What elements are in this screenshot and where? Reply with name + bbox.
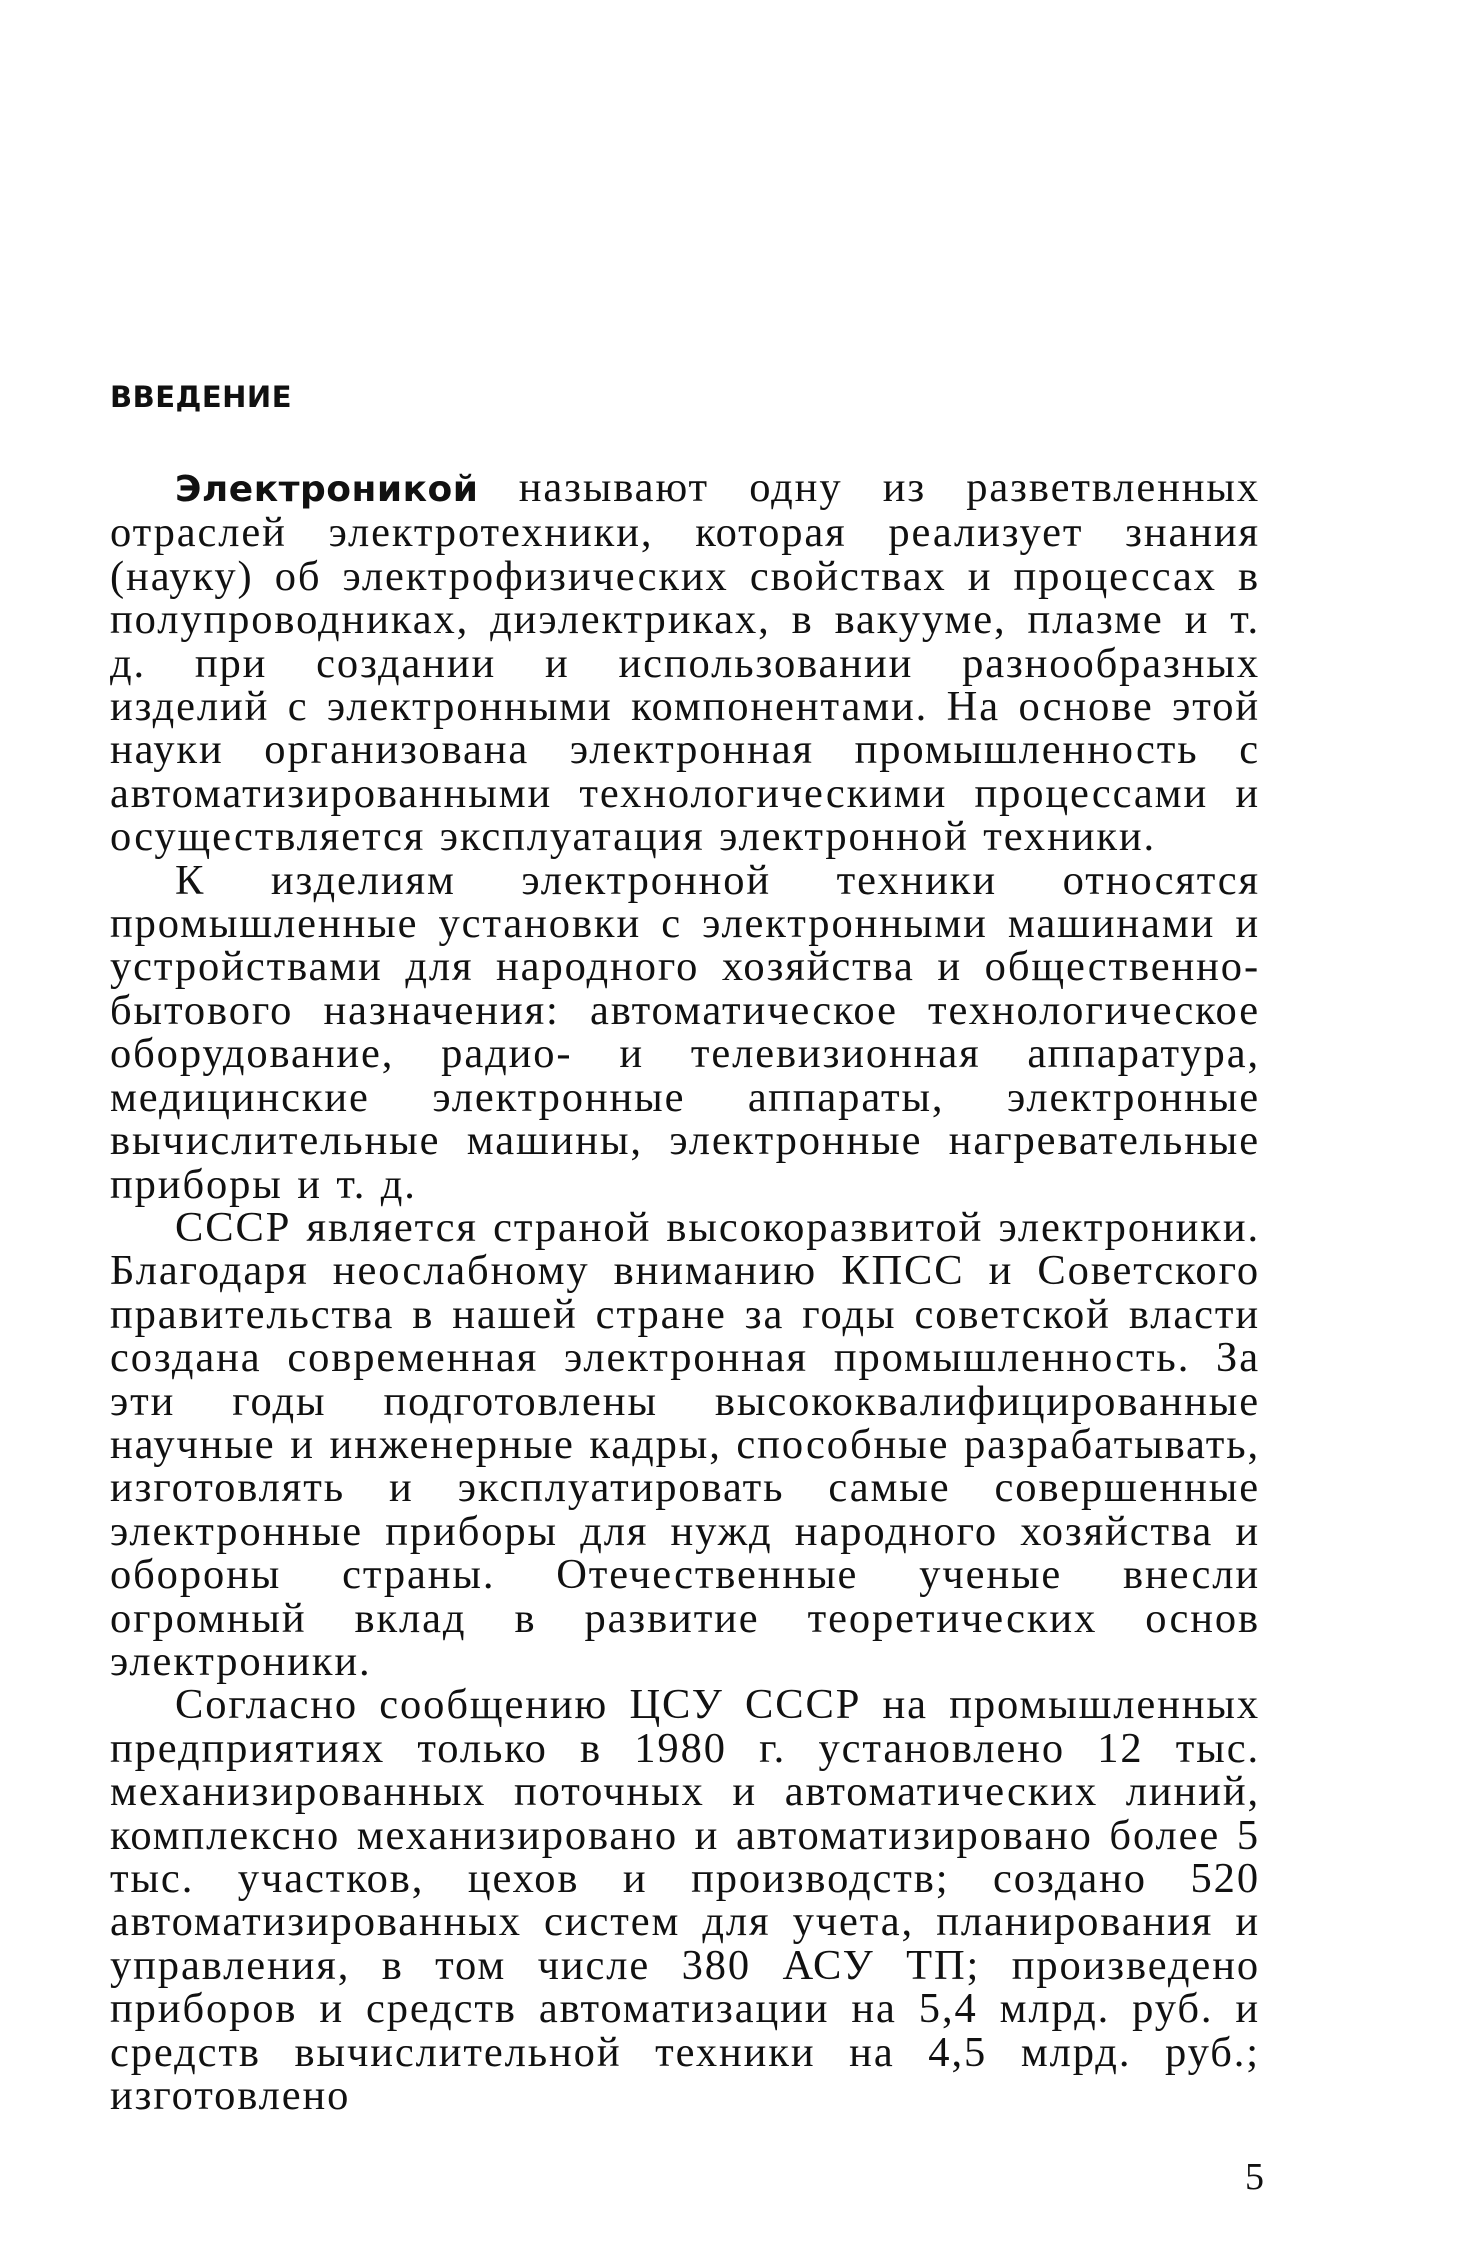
paragraph-2 — [110, 856, 1260, 1208]
section-heading: ВВЕДЕНИЕ — [110, 380, 293, 414]
paragraph-1 — [110, 466, 1260, 859]
paragraph-text: Согласно сообщению ЦСУ СССР на промышленных предприятиях только в 1980 г. установлено 12 тыс. механизированных поточных и автоматических линий, комплексно механизировано и автоматизировано более 5 тыс. участков, цехов и производств; создано 520 автоматизированных систем для учета, планирования и управления, в том числе 380 АСУ ТП; произведено приборов и средств автоматизации на 5,4 млрд. руб. и средств вычислительной техники на 4,5 млрд. руб.; изготовлено — [110, 1681, 1260, 2120]
paragraph-text: СССР является страной высокоразвитой электроники. Благодаря неослабному вниманию КПСС и Советского правительства в нашей стране за годы советской власти создана современная электронная промышленность. За эти годы подготовлены высококвалифицированные научные и инженерные кадры, способные разрабатывать, изготовлять и эксплуатировать самые совершенные электронные приборы для нужд народного хозяйства и обороны страны. Отечественные ученые внесли огромный вклад в развитие теоретических основ электроники. — [110, 1203, 1260, 1685]
body-text — [110, 464, 1260, 2120]
paragraph-4 — [110, 1681, 1260, 2120]
paragraph-text: называют одну из разветвленных отраслей электротехники, которая реализует знания (науку) об электрофизических свойствах и процессах в полупроводниках, диэлектриках, в вакууме, плазме и т. д. при создании и использовании разнообразных изделий с электронными компонентами. На основе этой науки организована электронная промышленность с автоматизированными технологическими процессами и осуществляется эксплуатация электронной техники. — [110, 464, 1260, 861]
page-number: 5 — [1245, 2156, 1264, 2198]
paragraph-text: К изделиям электронной техники относятся промышленные установки с электронными машинами и устройствами для народного хозяйства и общественно-бытового назначения: автоматическое технологическое оборудование, радио- и телевизионная аппаратура, медицинские электронные аппараты, электронные вычислительные машины, электронные нагревательные приборы и т. д. — [110, 856, 1260, 1208]
term-lead: Электроникой — [175, 469, 479, 510]
paragraph-3 — [110, 1203, 1260, 1685]
